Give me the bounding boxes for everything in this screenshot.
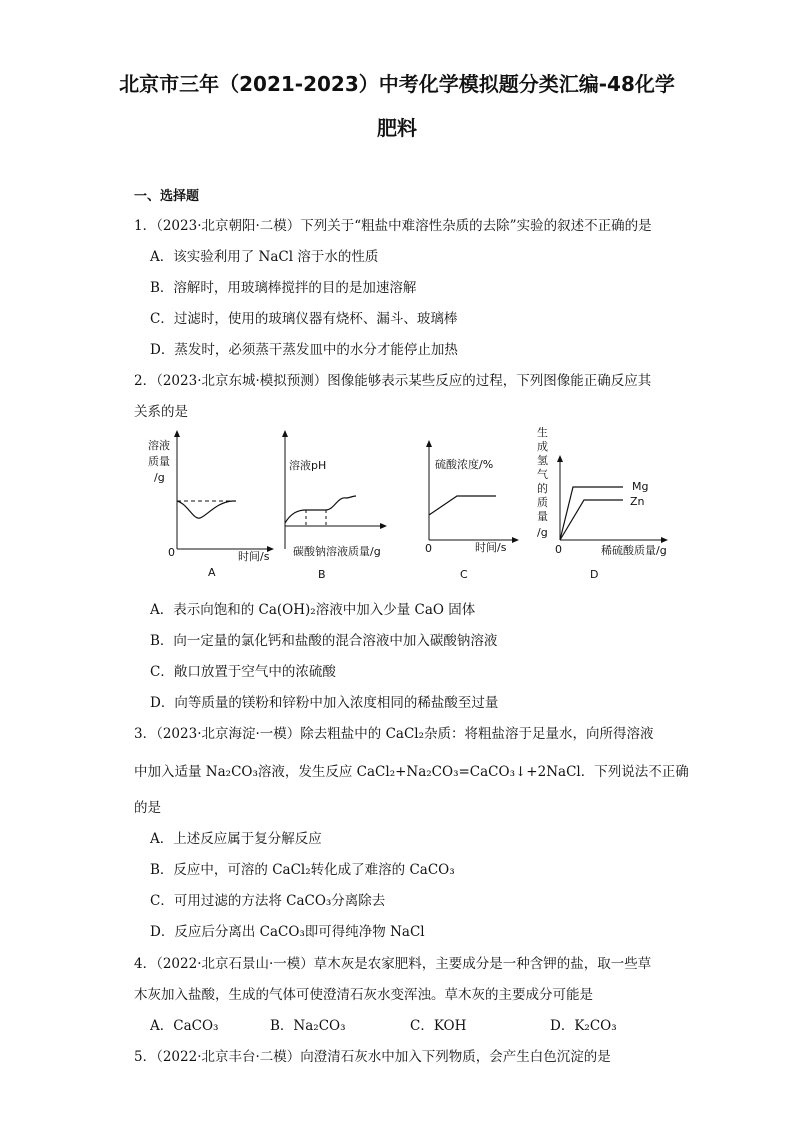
graph-d-ylabel-1: 生 xyxy=(537,426,548,439)
question-4-stem-line2: 木灰加入盐酸，生成的气体可使澄清石灰水变浑浊。草木灰的主要成分可能是 xyxy=(134,987,593,1003)
question-5-stem: 5．（2022·北京丰台·二模）向澄清石灰水中加入下列物质，会产生白色沉淀的是 xyxy=(134,1049,611,1065)
graph-d-ylabel-5: 的 xyxy=(537,482,548,495)
question-4-option-b: B．Na₂CO₃ xyxy=(270,1018,346,1034)
graph-c-origin: 0 xyxy=(425,542,432,555)
question-1-stem: 1．（2023·北京朝阳·二模）下列关于“粗盐中难溶性杂质的去除”实验的叙述不正确的是 xyxy=(134,218,652,234)
graph-a-caption: A xyxy=(208,566,216,579)
graph-d-ylabel-6: 质 xyxy=(537,496,548,509)
page-title-line2: 肥料 xyxy=(377,116,417,140)
graph-d-caption: D xyxy=(590,568,599,581)
graph-b-ylabel: 溶液pH xyxy=(289,459,327,472)
graph-a-xlabel: 时间/s xyxy=(238,550,270,563)
question-2-option-d: D．向等质量的镁粉和锌粉中加入浓度相同的稀盐酸至过量 xyxy=(150,695,499,711)
question-2-option-a: A．表示向饱和的 Ca(OH)₂溶液中加入少量 CaO 固体 xyxy=(150,602,476,618)
graph-d-ylabel-2: 成 xyxy=(537,440,548,453)
question-3-stem-line3: 的是 xyxy=(134,800,161,816)
graph-d-xlabel: 稀硫酸质量/g xyxy=(601,544,667,557)
question-1-option-a: A．该实验利用了 NaCl 溶于水的性质 xyxy=(150,249,379,265)
question-4-options xyxy=(0,1014,794,1034)
question-1-option-c: C．过滤时，使用的玻璃仪器有烧杯、漏斗、玻璃棒 xyxy=(150,311,458,327)
graph-c-xlabel: 时间/s xyxy=(475,541,507,554)
question-1-option-d: D．蒸发时，必须蒸干蒸发皿中的水分才能停止加热 xyxy=(150,342,458,358)
graph-a-ylabel-3: /g xyxy=(154,471,165,484)
graph-d-ylabel-7: 量 xyxy=(537,510,548,523)
graph-d-ylabel-4: 气 xyxy=(537,468,548,481)
graph-b xyxy=(282,430,387,581)
question-3-option-a: A．上述反应属于复分解反应 xyxy=(150,831,322,847)
graph-a-origin: 0 xyxy=(168,546,175,559)
graph-a-ylabel: 溶液 xyxy=(148,439,170,452)
question-4-option-a: A．CaCO₃ xyxy=(150,1018,219,1034)
graph-a xyxy=(148,430,274,579)
graph-d xyxy=(537,425,668,581)
question-4-option-c: C．KOH xyxy=(410,1018,467,1034)
question-4-stem: 4．（2022·北京石景山·一模）草木灰是农家肥料，主要成分是一种含钾的盐，取一些草 xyxy=(134,956,652,972)
page-title: 北京市三年（2021-2023）中考化学模拟题分类汇编-48化学 xyxy=(119,72,675,96)
question-2-option-b: B．向一定量的氯化钙和盐酸的混合溶液中加入碳酸钠溶液 xyxy=(150,633,498,649)
graph-c-caption: C xyxy=(460,568,468,581)
question-3-stem-line2: 中加入适量 Na₂CO₃溶液，发生反应 CaCl₂+Na₂CO₃=CaCO₃↓+2NaCl．下列说法不正确 xyxy=(134,764,689,780)
graph-b-xlabel: 碳酸钠溶液质量/g xyxy=(293,545,381,558)
question-2-stem: 2．（2023·北京东城·模拟预测）图像能够表示某些反应的过程，下列图像能正确反应其 xyxy=(134,373,652,389)
graph-d-ylabel-3: 氢 xyxy=(537,454,548,467)
graph-c-ylabel: 硫酸浓度/% xyxy=(435,458,494,471)
section-heading: 一、选择题 xyxy=(134,189,200,204)
question-3-option-c: C．可用过滤的方法将 CaCO₃分离除去 xyxy=(150,893,386,909)
question-3-option-d: D．反应后分离出 CaCO₃即可得纯净物 NaCl xyxy=(150,924,425,940)
graph-d-ylabel-8: /g xyxy=(537,526,548,539)
graph-b-caption: B xyxy=(318,568,326,581)
graph-c xyxy=(425,440,519,581)
question-2-graphs xyxy=(130,424,690,584)
graph-d-series-mg: Mg xyxy=(632,480,649,493)
question-4-option-d: D．K₂CO₃ xyxy=(550,1018,617,1034)
question-3-stem: 3．（2023·北京海淀·一模）除去粗盐中的 CaCl₂杂质：将粗盐溶于足量水，向所得溶液 xyxy=(134,726,654,742)
question-1-option-b: B．溶解时，用玻璃棒搅拌的目的是加速溶解 xyxy=(150,280,417,296)
question-2-option-c: C．敞口放置于空气中的浓硫酸 xyxy=(150,664,336,680)
graph-d-series-zn: Zn xyxy=(630,495,645,508)
graph-a-ylabel-2: 质量 xyxy=(148,455,170,468)
graph-d-origin: 0 xyxy=(555,543,562,556)
question-3-option-b: B．反应中，可溶的 CaCl₂转化成了难溶的 CaCO₃ xyxy=(150,862,455,878)
question-2-stem-line2: 关系的是 xyxy=(134,404,188,420)
